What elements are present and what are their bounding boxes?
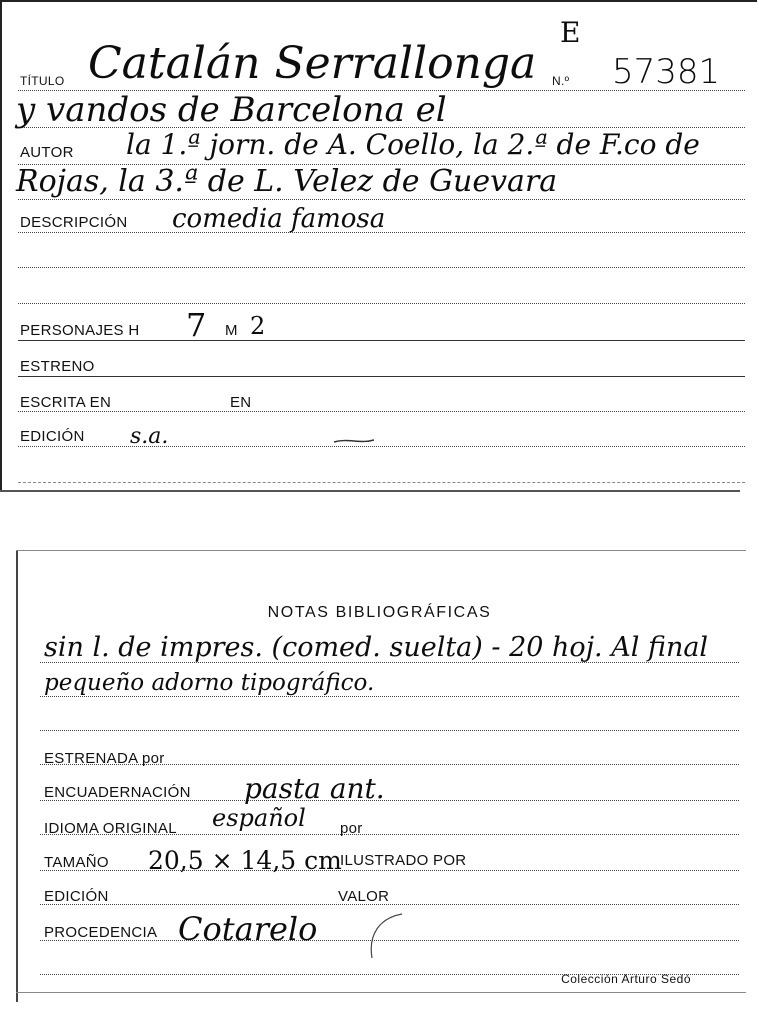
descripcion-handwritten: comedia famosa	[172, 204, 386, 234]
card-back-top-edge	[16, 550, 746, 551]
ink-arc	[362, 908, 412, 968]
notas-handwritten-2: pequeño adorno tipográfico.	[44, 670, 375, 696]
ink-smudge	[330, 430, 390, 450]
numero-label: N.º	[552, 74, 570, 88]
autor-rule-2	[18, 199, 745, 200]
tamano-label: TAMAÑO	[44, 854, 109, 871]
personajes-label: PERSONAJES H	[20, 322, 140, 339]
autor-label: AUTOR	[20, 144, 74, 161]
estreno-rule	[18, 376, 745, 377]
titulo-handwritten-2: y vandos de Barcelona el	[16, 90, 447, 130]
encuadernacion-handwritten: pasta ant.	[244, 772, 385, 805]
numero-handwritten: 57381	[612, 52, 721, 92]
bottom-rule	[18, 482, 745, 483]
notas-handwritten-1: sin l. de impres. (comed. suelta) - 20 hoj. Al final	[44, 632, 709, 663]
idioma-original-label: IDIOMA ORIGINAL	[44, 820, 177, 837]
blank-rule-2	[18, 303, 745, 304]
titulo-handwritten-1: Catalán Serrallonga	[88, 38, 537, 89]
card-left-edge	[0, 0, 2, 492]
procedencia-label: PROCEDENCIA	[44, 924, 158, 941]
personajes-h-handwritten: 7	[186, 306, 207, 344]
notas-rule-3	[40, 730, 739, 731]
valor-label: VALOR	[338, 888, 390, 905]
estrenada-por-label: ESTRENADA por	[44, 750, 165, 767]
personajes-m-label: M	[225, 322, 238, 339]
card-bottom-edge	[0, 490, 740, 492]
descripcion-label: DESCRIPCIÓN	[20, 214, 128, 231]
notas-bibliograficas-title: NOTAS BIBLIOGRÁFICAS	[267, 604, 492, 621]
card-top-edge	[0, 0, 757, 2]
coleccion-credit: Colección Arturo Sedó	[561, 972, 691, 986]
escrita-en-label: ESCRITA EN	[20, 394, 112, 411]
autor-handwritten-1: la 1.ª jorn. de A. Coello, la 2.ª de F.co de	[126, 128, 700, 161]
notas-rule-2	[40, 696, 739, 697]
encuadernacion-label: ENCUADERNACIÓN	[44, 784, 191, 801]
edicion-label: EDICIÓN	[20, 428, 85, 445]
blank-rule-1	[18, 267, 745, 268]
escrita-rule	[18, 411, 745, 412]
edicion-valor-rule	[40, 904, 739, 905]
estreno-label: ESTRENO	[20, 358, 95, 375]
tamano-handwritten: 20,5 × 14,5 cm	[148, 846, 342, 875]
autor-handwritten-2: Rojas, la 3.ª de L. Velez de Guevara	[16, 164, 558, 199]
catalog-card-back	[0, 540, 759, 1028]
marca-handwritten: E	[560, 16, 581, 49]
catalog-card-front	[0, 0, 759, 496]
en-label: EN	[230, 394, 252, 411]
procedencia-handwritten: Cotarelo	[178, 910, 318, 948]
personajes-m-handwritten: 2	[250, 312, 266, 340]
edicion-handwritten: s.a.	[130, 424, 169, 449]
card-back-bottom-edge	[16, 992, 746, 993]
titulo-label: TÍTULO	[20, 74, 65, 88]
personajes-rule	[18, 340, 745, 341]
idioma-por-label: por	[340, 820, 363, 837]
tamano-rule	[40, 870, 739, 871]
edicion-back-label: EDICIÓN	[44, 888, 109, 905]
idioma-handwritten: español	[212, 804, 306, 832]
ilustrado-por-label: ILUSTRADO POR	[340, 852, 467, 869]
